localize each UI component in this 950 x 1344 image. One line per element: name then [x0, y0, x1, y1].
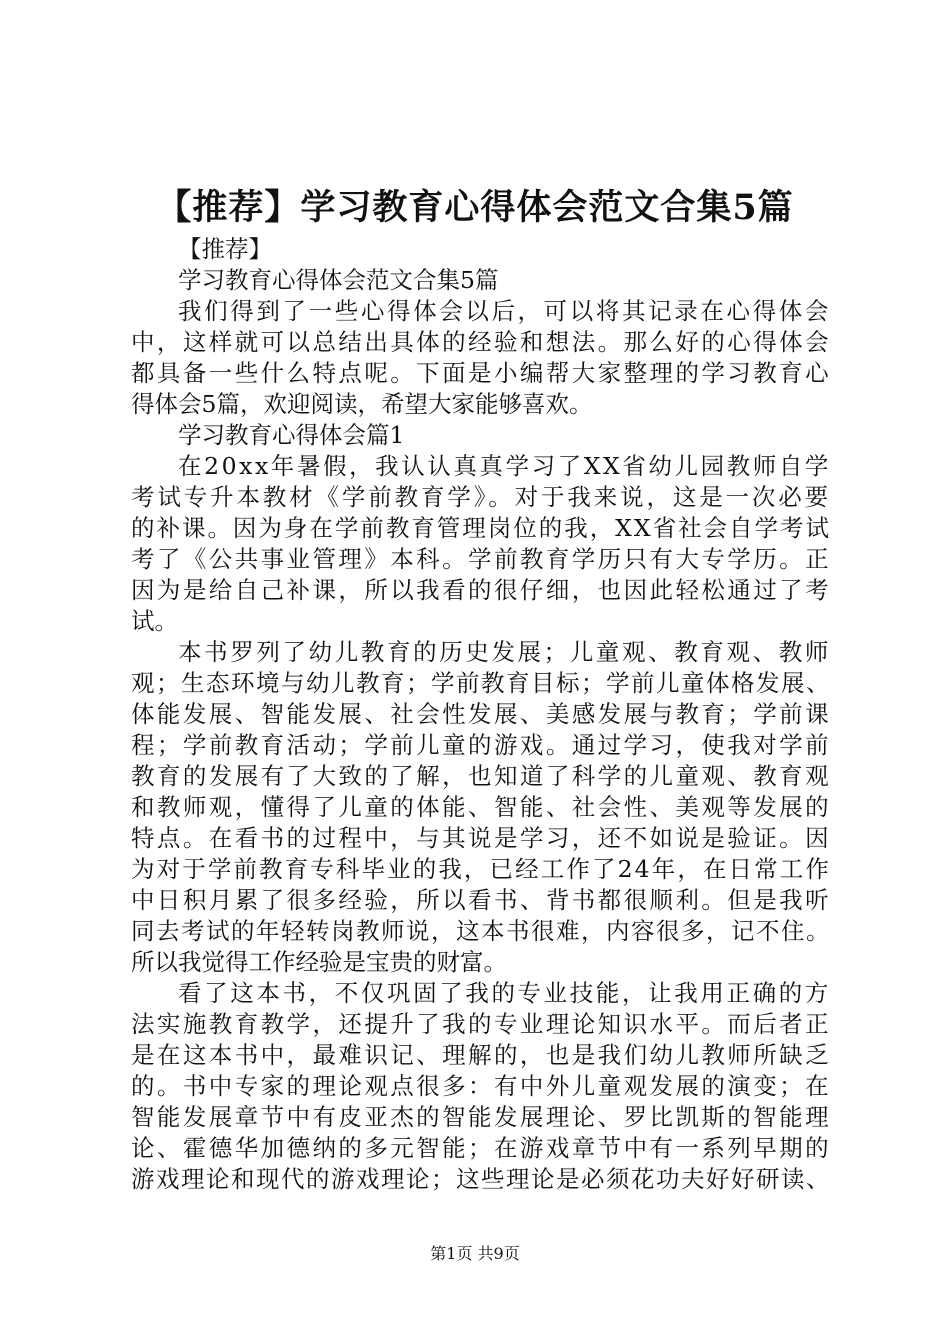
- text-line: 观；生态环境与幼儿教育；学前教育目标；学前儿童体格发展、: [131, 669, 831, 697]
- text-line: 体能发展、智能发展、社会性发展、美感发展与教育；学前课: [131, 700, 831, 728]
- text-line: 智能发展章节中有皮亚杰的智能发展理论、罗比凯斯的智能理: [131, 1103, 831, 1131]
- text-line: 学习教育心得体会篇1: [178, 421, 405, 449]
- text-line: 都具备一些什么特点呢。下面是小编帮大家整理的学习教育心: [131, 359, 831, 387]
- text-line: 【推荐】: [178, 235, 272, 263]
- text-line: 教育的发展有了大致的了解，也知道了科学的儿童观、教育观: [131, 762, 831, 790]
- text-line: 考了《公共事业管理》本科。学前教育学历只有大专学历。正: [131, 545, 831, 573]
- text-line: 的。书中专家的理论观点很多：有中外儿童观发展的演变；在: [131, 1072, 831, 1100]
- text-line: 的补课。因为身在学前教育管理岗位的我，XX省社会自学考试: [131, 514, 831, 542]
- page-footer: 第1页 共9页: [430, 1244, 520, 1263]
- text-line: 中日积月累了很多经验，所以看书、背书都很顺利。但是我听: [131, 886, 831, 914]
- document-title: 【推荐】学习教育心得体会范文合集5篇: [156, 187, 794, 228]
- text-line: 考试专升本教材《学前教育学》。对于我来说，这是一次必要: [131, 483, 831, 511]
- text-line: 我们得到了一些心得体会以后，可以将其记录在心得体会: [178, 297, 831, 325]
- text-line: 看了这本书，不仅巩固了我的专业技能，让我用正确的方: [178, 979, 831, 1007]
- text-line: 得体会5篇，欢迎阅读，希望大家能够喜欢。: [131, 390, 593, 418]
- text-line: 和教师观，懂得了儿童的体能、智能、社会性、美观等发展的: [131, 793, 831, 821]
- text-line: 中，这样就可以总结出具体的经验和想法。那么好的心得体会: [131, 328, 831, 356]
- text-line: 是在这本书中，最难识记、理解的，也是我们幼儿教师所缺乏: [131, 1041, 831, 1069]
- text-line: 本书罗列了幼儿教育的历史发展；儿童观、教育观、教师: [178, 638, 831, 666]
- text-line: 所以我觉得工作经验是宝贵的财富。: [131, 948, 507, 976]
- text-line: 为对于学前教育专科毕业的我，已经工作了24年，在日常工作: [131, 855, 831, 883]
- text-line: 程；学前教育活动；学前儿童的游戏。通过学习，使我对学前: [131, 731, 831, 759]
- text-line: 论、霍德华加德纳的多元智能；在游戏章节中有一系列早期的: [131, 1134, 831, 1162]
- text-line: 游戏理论和现代的游戏理论；这些理论是必须花功夫好好研读、: [131, 1165, 831, 1193]
- text-line: 因为是给自己补课，所以我看的很仔细，也因此轻松通过了考: [131, 576, 831, 604]
- text-line: 试。: [131, 607, 178, 635]
- text-line: 学习教育心得体会范文合集5篇: [178, 266, 499, 294]
- text-line: 特点。在看书的过程中，与其说是学习，还不如说是验证。因: [131, 824, 831, 852]
- text-line: 法实施教育教学，还提升了我的专业理论知识水平。而后者正: [131, 1010, 831, 1038]
- document-body: [131, 234, 831, 1195]
- text-line: 同去考试的年轻转岗教师说，这本书很难，内容很多，记不住。: [131, 917, 831, 945]
- text-line: 在20xx年暑假，我认认真真学习了XX省幼儿园教师自学: [178, 452, 831, 480]
